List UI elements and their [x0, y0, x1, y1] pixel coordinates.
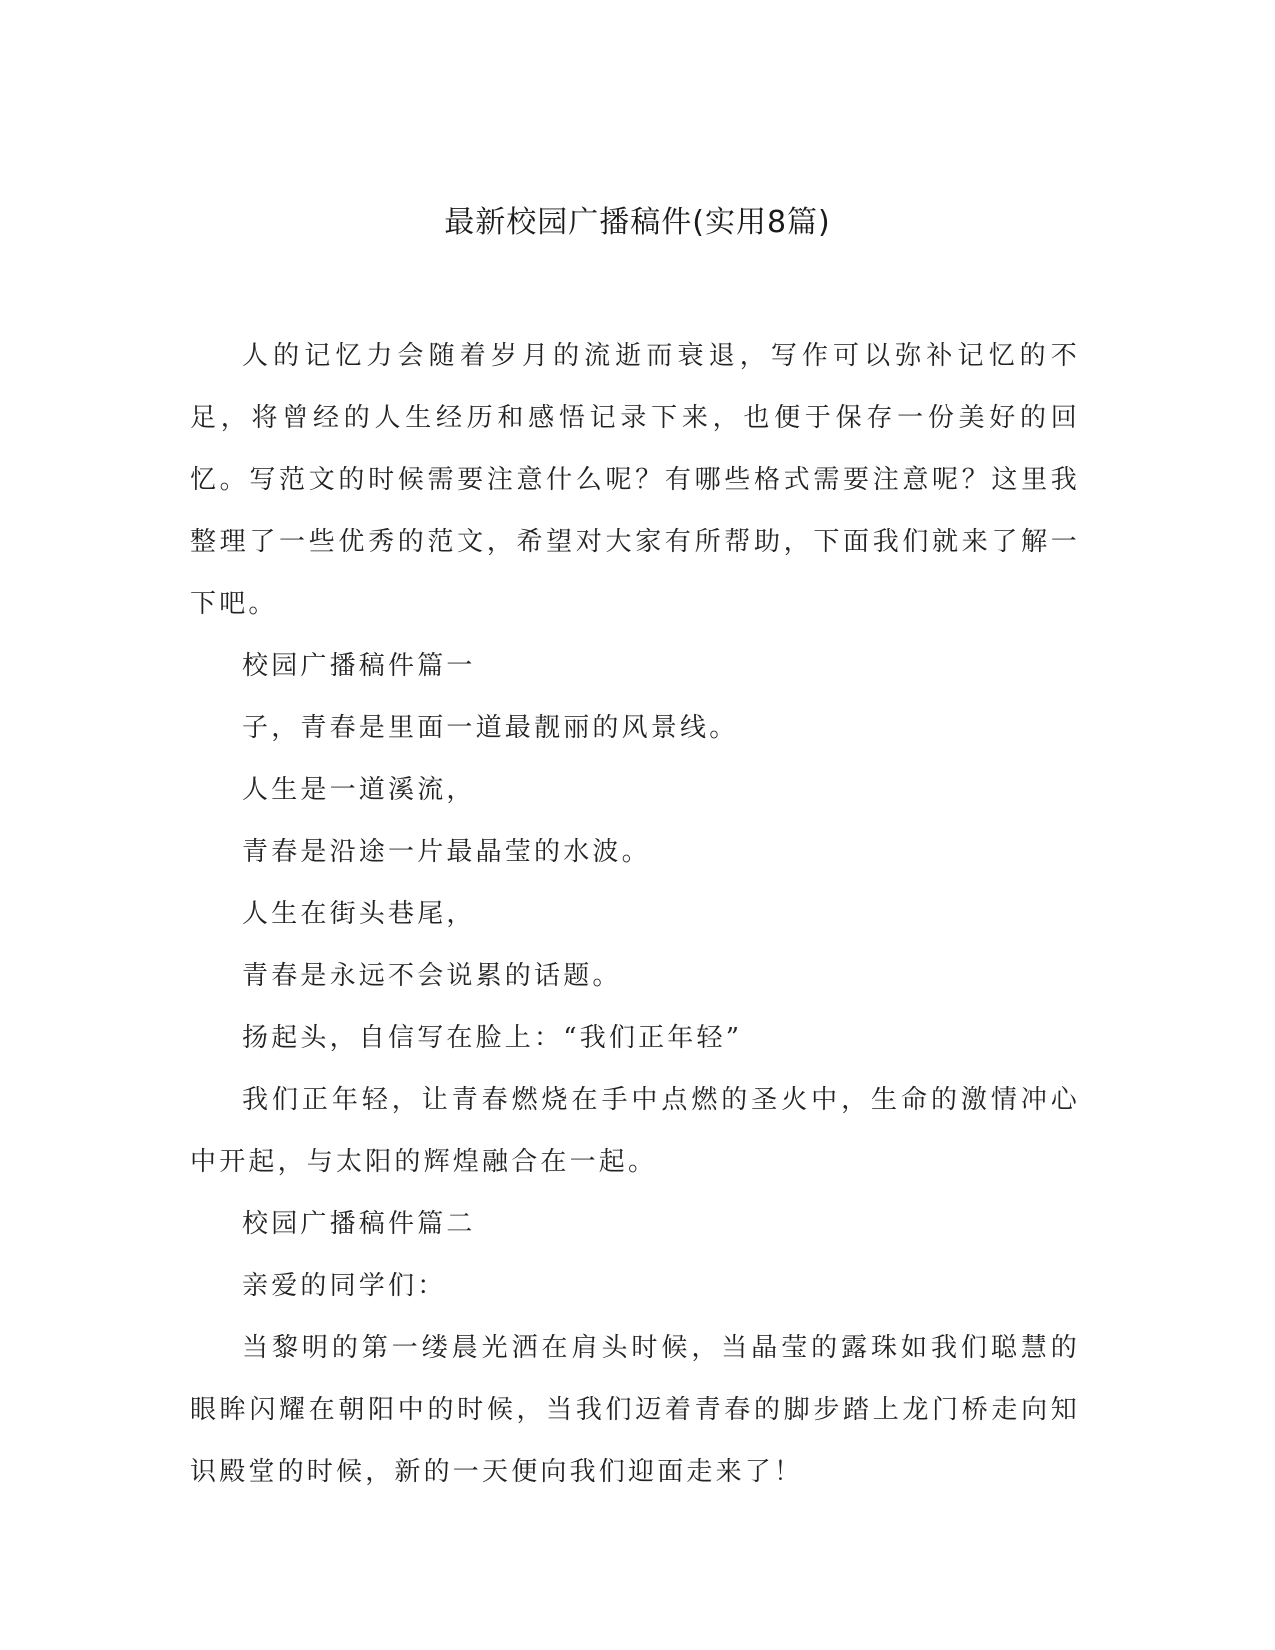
document-title: 最新校园广播稿件(实用8篇) — [444, 205, 831, 240]
paragraph: 青春是沿途一片最晶莹的水波。 — [242, 837, 651, 867]
section-heading-2: 校园广播稿件篇二 — [242, 1209, 476, 1239]
section-heading-1: 校园广播稿件篇一 — [242, 651, 476, 681]
paragraph: 人生在街头巷尾， — [242, 899, 476, 929]
paragraph: 青春是永远不会说累的话题。 — [242, 961, 622, 991]
paragraph: 我们正年轻，让青春燃烧在手中点燃的圣火中，生命的激情冲心中开起，与太阳的辉煌融合在一起。 — [190, 1085, 1080, 1177]
paragraph: 子，青春是里面一道最靓丽的风景线。 — [242, 713, 739, 743]
salutation: 亲爱的同学们： — [242, 1271, 447, 1301]
paragraph: 当黎明的第一缕晨光洒在肩头时候，当晶莹的露珠如我们聪慧的眼眸闪耀在朝阳中的时候，当我们迈着青春的脚步踏上龙门桥走向知识殿堂的时候，新的一天便向我们迎面走来了！ — [190, 1333, 1080, 1487]
document-body — [190, 325, 1080, 1503]
intro-paragraph: 人的记忆力会随着岁月的流逝而衰退，写作可以弥补记忆的不足，将曾经的人生经历和感悟记录下来，也便于保存一份美好的回忆。写范文的时候需要注意什么呢？有哪些格式需要注意呢？这里我整理了一些优秀的范文，希望对大家有所帮助，下面我们就来了解一下吧。 — [190, 341, 1080, 619]
paragraph: 人生是一道溪流， — [242, 775, 476, 805]
paragraph: 扬起头，自信写在脸上：“我们正年轻” — [242, 1023, 743, 1053]
